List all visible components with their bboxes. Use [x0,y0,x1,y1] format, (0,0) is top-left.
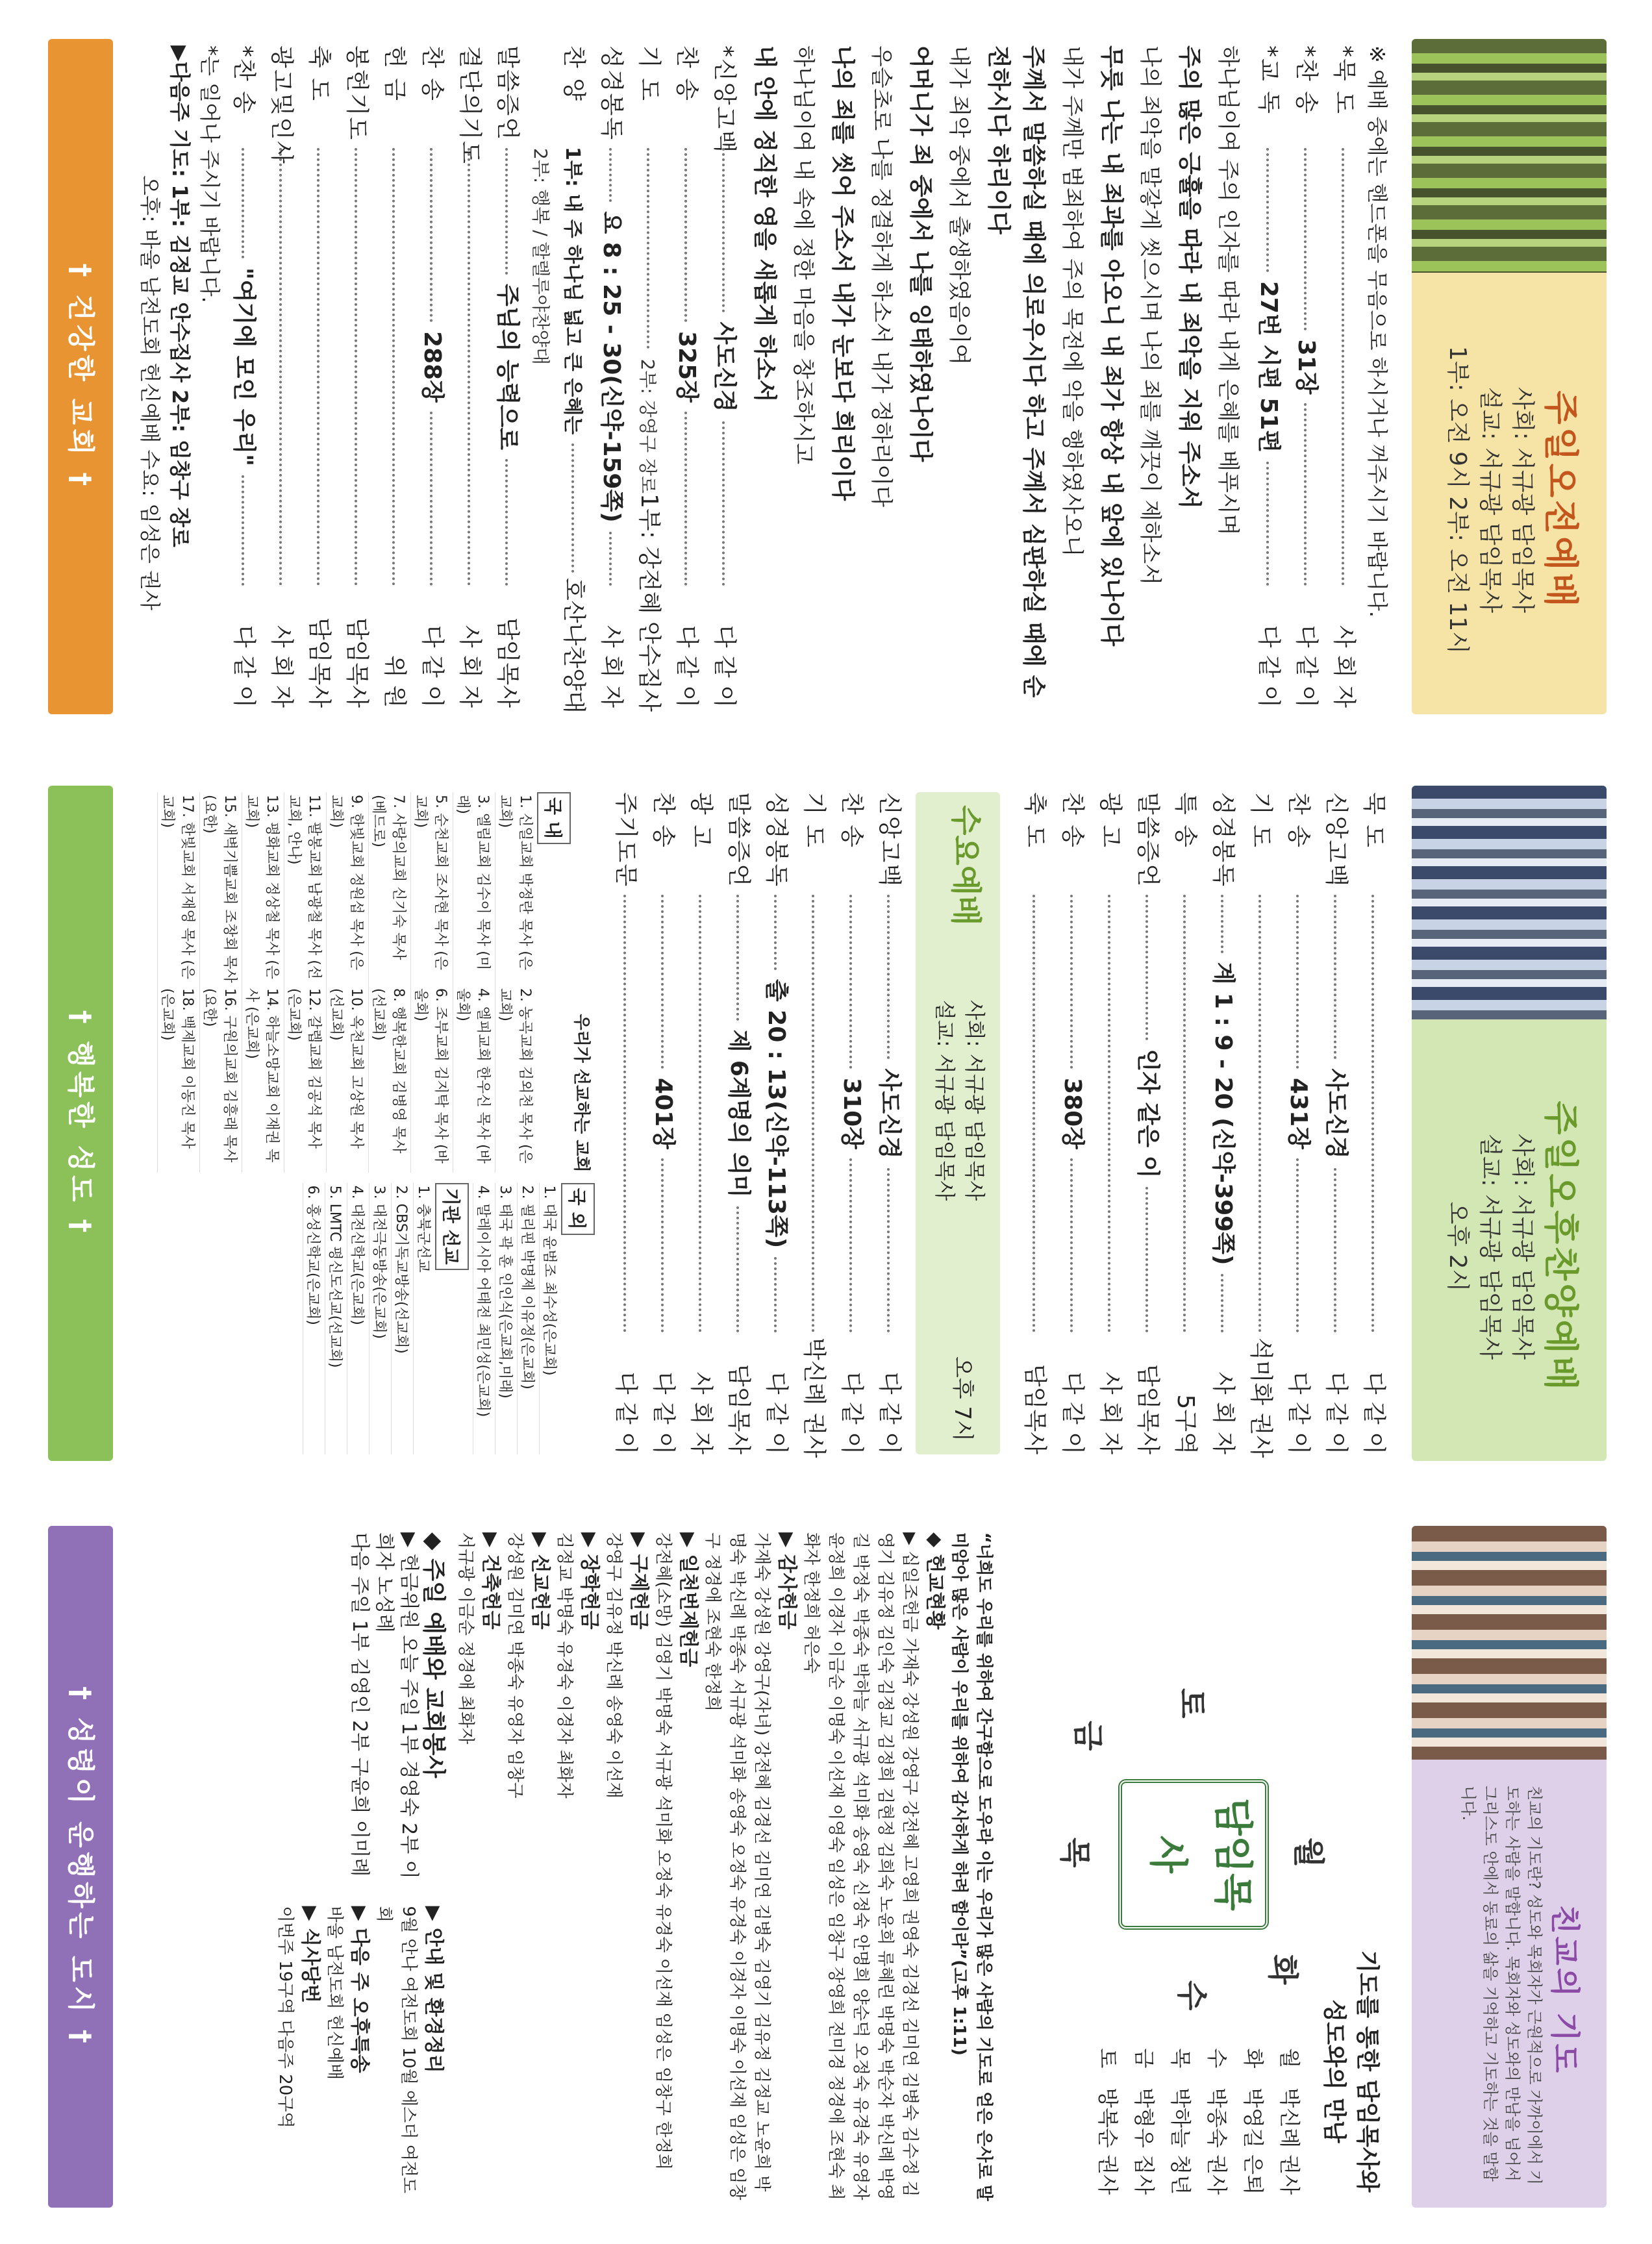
order-leader: 담임목사 [1021,1364,1048,1454]
time-line: 오후 2시 [1444,1201,1471,1292]
order-row [1325,45,1362,708]
order-row [795,792,832,1458]
mission-item: 4. 대전신학교(은교회) [347,1183,369,1454]
responsive-reading: 나의 죄악을 말갛게 씻으시며 나의 죄를 깨끗이 제하소서 [1137,45,1163,586]
order-label: 헌 금 [381,45,408,102]
order-row [1287,45,1325,708]
responsive-reading: 내가 죄악 중에서 출생하였음이여 [946,45,972,366]
prayer-banner [1412,1526,1607,2208]
mission-item: 1. 신일교회 박정란 목사 (은교회) [495,792,538,986]
mission-item: 3. 엘림교회 김수이 목사 (미래) [453,792,495,986]
mission-item: 4. 말레이시아 어태전 최민성(은교회) [473,1183,495,1454]
order-leader: 담임목사 [306,617,332,708]
panel-title: 친교의 기도 [1547,1904,1583,2076]
order-leader: 다 같 이 [876,1371,903,1455]
mission-item: 1. 대국 윤범조 최수성(은교회) [540,1183,562,1454]
sunday-afternoon-panel [48,786,1607,1461]
service-head: ◆ 주일 예배와 교회봉사 [420,1532,447,1778]
order-row [375,45,413,708]
order-leader: 다 같 이 [763,1371,790,1455]
mission-org-table [303,1183,435,1454]
order-row [1166,792,1204,1454]
order-content: 1부: 내 주 하나님 넓고 큰 은혜는 [561,147,584,435]
order-label: *교 독 [1255,45,1282,115]
mission-item: 16. 구원의교회 김흥래 목사 (요한) [200,986,242,1173]
order-leader: 5구역 [1172,1394,1199,1454]
panel-footer: † 건강한 교회 † [48,39,113,714]
meal-text: 이번주 19구역 다음주 20구역 [275,1906,295,2128]
order-leader: 위 원 [381,655,408,708]
panel-title: 주일오전예배 [1540,390,1581,610]
order-content: 27번 시편 51편 [1255,280,1282,453]
offering-names: ▶ 십일조헌금 가재숙 강성원 강영구 강전혜 고영희 권영숙 김경선 김미연 김병숙 김수정 김영기 김유정 김인숙 김정교 김정희 김현정 김희숙 노윤희 류혜린 박명숙 박순자 박신례 박영길 박정숙 박종숙 박하늘 서규광 석미화 송영숙 신정숙 안명희 양순덕 오정숙 유경숙 유영자 윤정희 이경자 이금순 이명숙 이선재 이영숙 임성은 임창구 장영희 전미경 정경애 조현숙 최화자 한정희 허은숙 [801,1532,920,2200]
prayer-name: 방복순 권사 [1095,2088,1120,2195]
prayer-list-row [1271,2048,1308,2195]
order-label: 광고및인사 [268,45,295,165]
order-row [870,792,908,1454]
order-row [225,45,262,708]
order-leader: 담임목사 [494,617,521,708]
responsive-reading: 우슬초로 나를 정결하게 하소서 내가 정하리이다 [868,45,894,507]
host-line: 사회: 서규광 담임목사 [1509,1134,1536,1360]
guide-text: 9월 안나 여전도회 10월 에스더 여전도회 [374,1906,418,2194]
order-content: 사도신경 [876,1068,903,1159]
order-content: 431장 [1285,1078,1312,1149]
order-leader: 다 같 이 [673,625,700,708]
order-content: 주님의 능력으로 [494,284,521,450]
order-label: *묵 도 [1331,45,1357,115]
offering-names: 강성원 김미연 박종숙 유영자 임창구 [505,1532,525,1799]
order-leader: 사 회 자 [1331,625,1357,708]
order-leader: 다 같 이 [650,1371,677,1454]
prayer-name: 박종숙 권사 [1205,2088,1229,2195]
mission-item: 4. 엘피교회 한우신 목사 (바울회) [453,986,495,1173]
mission-item: 10. 옥천교회 고상원 목사 (선교회) [327,986,369,1173]
order-leader: 다 같 이 [419,625,445,708]
prayer-day: 토 [1095,2048,1120,2069]
mission-item: 2. 필리핀 박명제 이유정(은교회) [518,1183,540,1454]
order-label: 말씀증언 [725,792,752,888]
order-label: 특 송 [1172,792,1199,849]
prayer-intro: 친교의 기도란? 성도와 목회자가 근원적으로 가까이에서 기도하는 사람을 말합니다. 목회자와 성도와의 만남을 넘어서 그리스도 안에서 동료의 삶을 기억하고 기도하는 것을 말합니다. [1459,1786,1544,2185]
order-row [757,792,795,1454]
wednesday-title: 수요예배 [947,805,984,926]
next-special-text: 바울 남전도회 헌신예배 [325,1906,344,2080]
next-special-head: ▶ 다음 주 오후특송 [348,1906,371,2073]
mission-item: 2. 농곡교회 김외천 목사 (은교회) [495,986,538,1173]
prayer-list-row [1126,2048,1162,2195]
order-label: 광 고 [1097,792,1123,849]
mission-item: 5. LMTC 평신도선교(선교회) [325,1183,347,1454]
order-label: 신앙고백 [876,792,903,888]
offering-names: 가재숙 강성원 강영구(자녀) 강전혜 김경선 김미연 김병숙 김영기 김유정 김정교 노윤희 박명숙 박신례 박종숙 서규광 석미화 송영숙 오정숙 유경숙 이경자 이명숙 이선재 임성은 임창구 정경애 조현숙 한정희 [703,1532,771,2200]
panel-footer: † 행복한 성도 † [48,786,113,1461]
order-row [592,45,630,708]
mission-item: 8. 행복한교회 김병영 목사 (선교회) [369,986,411,1173]
responsive-reading: 내 안에 정직한 영을 새롭게 하소서 [751,45,778,403]
order-row [1204,792,1242,1454]
order-leader: 다 같 이 [612,1371,639,1454]
prayer-list-row [1199,2048,1235,2195]
mission-overseas [157,1183,595,1454]
responsive-reading: 주께서 말씀하실 때에 의로우시다 하고 주께서 심판하실 때에 순전하시다 하리이다 [985,45,1047,698]
order-extra: 2부: 강영구 장로 [637,358,658,493]
order-leader: 다 같 이 [1059,1371,1086,1454]
responsive-reading: 무릇 나는 내 죄과를 아오니 내 죄가 항상 내 앞에 있나이다 [1098,45,1125,647]
order-label: 축 도 [306,45,332,102]
offering-head: ◆ 헌교현황 [923,1532,946,1630]
offering-head: ▶ 일천번제헌금 [677,1532,699,1667]
panel-title: 주일오후찬양예배 [1540,1101,1581,1393]
order-label: *찬 송 [231,45,257,115]
responsive-reading: 나의 죄를 씻어 주소서 내가 눈보다 희리이다 [829,45,856,501]
meal-head: ▶ 식사당번 [299,1906,321,2003]
order-label: 찬 양 [560,45,587,102]
offering-head: ▶ 건축헌금 [479,1532,502,1630]
sunday-morning-banner [1412,39,1607,714]
order-content: 310장 [838,1078,865,1149]
order-content: 출 20 : 13(신약-113쪽) [763,979,790,1249]
order-leader: 담임목사 [725,1364,752,1454]
responsive-reading: 하나님이여 주의 인자를 따라 내게 은혜를 베푸시며 [1215,45,1241,536]
preacher-line: 설교: 서규광 담임목사 [1477,1134,1503,1360]
day-label: 수 [1173,1980,1210,2011]
mission-domestic-head: 국 내 [537,792,571,844]
order-row [1279,792,1317,1454]
order-label: *신앙고백 [711,45,738,155]
time-line: 1부: 오전 9시 2부: 오전 11시 [1444,345,1471,654]
offering-names: 강영구 김유정 박신례 송영숙 이선재 [604,1532,623,1799]
order-row [555,45,592,714]
order-label: 신앙고백 [1323,792,1349,888]
day-label: 목 [1057,1838,1093,1868]
offering-committee-next: 다음 주일 1부 김영인 2부 구윤희 이미례 [348,1532,371,1877]
order-label: 광 고 [688,792,714,849]
order-label: 기 도 [1247,792,1274,849]
prayer-day: 금 [1132,2048,1157,2069]
prayer-day: 수 [1205,2048,1229,2069]
mission-item: 5. 순천교회 조사현 목사 (은교회) [411,792,453,986]
order-content: 31장 [1293,339,1320,395]
order-row [451,45,488,708]
order-content: 계 1 : 9 - 20 (신약-399쪽) [1210,962,1236,1265]
order-content: 380장 [1059,1078,1086,1149]
mission-overseas-table [473,1183,561,1454]
preacher-line: 설교: 서규광 담임목사 [1477,387,1503,613]
order-leader: 다 같 이 [711,625,738,708]
order-label: 찬 송 [838,792,865,849]
offering-head: ▶ 장학헌금 [578,1532,601,1630]
mission-title: 우리가 선교하는 교회 [571,1014,591,1173]
order-leader: 다 같 이 [1323,1371,1349,1455]
order-label: 성경봉독 [598,45,625,142]
order-label: 말씀증언 [494,45,521,142]
order-label: 찬 송 [1285,792,1312,849]
prayer-list-row [1090,2048,1126,2195]
order-content: 요 8 : 25 - 30(신약-159쪽) [598,211,625,523]
mission-item: 6. 홍성신학교(은교회) [303,1183,325,1454]
order-content: "여기에 모인 우리" [231,268,257,467]
order-leader: 다 같 이 [231,625,257,708]
mission-item: 2. CBS기독교방송(선교회) [392,1183,414,1454]
mission-item: 13. 평화교회 정상철 목사 (은교회) [242,792,284,986]
prayer-name: 박하늘 청년 [1168,2088,1193,2195]
service-right [273,1906,445,2201]
service-section [273,1532,445,2201]
offering-head: ▶ 선교헌금 [529,1532,551,1630]
order-row [1317,792,1355,1454]
order-row [526,45,555,708]
day-label: 금 [1070,1721,1106,1751]
order-label: 기 도 [801,792,827,849]
prayer-name: 박영길 은퇴 [1241,2088,1266,2195]
order-leader: 담임목사 [344,617,370,708]
order-label: 찬 송 [419,45,445,102]
sunday-morning-panel [48,39,1607,714]
mission-item: 18. 백제교회 이동진 목사 (은교회) [158,986,200,1173]
mission-item: 7. 사랑의교회 신기숙 목사 (베드로) [369,792,411,986]
order-label: 찬 송 [673,45,700,102]
prayer-list-row [1162,2048,1199,2195]
wednesday-time: 오후 7시 [949,1356,975,1441]
order-label: 축 도 [1021,792,1048,849]
order-row [630,45,668,712]
mission-domestic-table [157,792,537,1173]
mission-item: 12. 갈렙교회 김공석 목사 (은교회) [284,986,327,1173]
order-label: *찬 송 [1293,45,1320,115]
order-content: 288장 [419,331,445,403]
order-label: 성경봉독 [1210,792,1236,888]
order-row [1129,792,1166,1454]
offering-names: 김정교 박명숙 유경숙 이경자 최화자 [555,1532,574,1799]
order-label: 말씀증언 [1134,792,1161,888]
order-row [720,792,757,1454]
choir-photo [1412,39,1607,273]
order-label: 찬 송 [1059,792,1086,849]
offering-names: 서규광 이금순 정경애 최화자 [456,1532,475,1745]
order-row [705,45,743,708]
order-leader: 다 같 이 [1255,625,1282,708]
order-row [832,792,870,1454]
order-label: 봉헌기도 [344,45,370,142]
prayer-day: 화 [1241,2048,1266,2069]
scripture-verse: “너희도 우리를 위하여 간구함으로 도우라 이는 우리가 많은 사람의 기도로 얻은 은사로 말미암아 많은 사람이 우리를 위하여 감사하게 하려 함이라”(고후 1:11) [949,1532,994,2201]
mission-box [157,792,595,1454]
mission-item: 3. 태국 곽 훈 인인식(은교회,미래) [495,1183,518,1454]
prayer-cross-diagram [996,1532,1386,2201]
order-row [338,45,375,708]
order-leader: 담임목사 [1134,1364,1161,1455]
order-label: 찬 송 [650,792,677,849]
prayer-subtitle: 기도를 통한 담임목사와 성도와의 만남 [1321,1950,1381,2193]
order-row [1091,792,1129,1454]
order-content: 325장 [673,331,700,403]
offering-head: ▶ 구제헌금 [627,1532,650,1630]
order-row [1249,45,1287,708]
order-content: 제 6계명의 의미 [725,1029,752,1198]
day-label: 월 [1290,1838,1327,1868]
mission-item: 17. 한빛교회 서재영 목사 (은교회) [158,792,200,986]
order-row [488,45,526,708]
order-label: 성경봉독 [763,792,790,888]
order-leader: 사 회 자 [1210,1371,1236,1454]
mission-item: 1. 충북군선교 [414,1183,436,1454]
order-row [262,45,300,708]
order-leader: 다 같 이 [1360,1371,1387,1454]
order-label: 결단의기도 [457,45,483,165]
day-label: 토 [1173,1688,1210,1719]
order-leader: 사 회 자 [268,625,295,708]
prayer-name: 박신례 권사 [1277,2088,1302,2195]
order-label: 기 도 [636,45,662,102]
wednesday-host: 사회: 서규광 담임목사 [962,1000,987,1201]
order-leader: 사 회 자 [598,625,625,708]
mission-item: 14. 하늘소망교회 이재권 목사 (은교회) [242,986,284,1173]
offering-names: 강전혜(소망) 김영기 박명숙 서규광 석미화 오정숙 유경숙 이선재 임성은 임창구 한정희 [653,1532,673,2170]
order-extra: 2부: 행복 / 할렐루야찬양대 [530,148,551,365]
guide-head: ▶ 안내 및 환경정리 [422,1906,445,2073]
order-row [300,45,338,708]
phone-note: ※ 예배 중에는 핸드폰을 무음으로 하시거나 꺼주시기 바랍니다. [1365,45,1390,617]
order-row [682,792,720,1454]
mission-overseas-head: 국 외 [561,1183,595,1235]
responsive-reading: 주의 많은 긍휼을 따라 내 죄악을 지워 주소서 [1176,45,1203,509]
mission-item: 9. 한빛교회 정원섭 목사 (은교회) [327,792,369,986]
order-leader: 사 회 자 [457,625,483,708]
mission-item: 15. 새벽기쁨교회 조창회 목사 (요한) [200,792,242,986]
order-leader: 사 회 자 [688,1371,714,1454]
responsive-reading: 어머니가 죄 중에서 나를 잉태하였나이다 [907,45,934,462]
pastor-center: 담임목사 [1118,1779,1269,1930]
mission-item: 6. 조부교회 김지탁 목사 (바울회) [411,986,453,1173]
order-row [1242,792,1279,1458]
order-leader: 다 같 이 [838,1371,865,1454]
order-content: 인자 같은 이 [1134,1049,1161,1178]
order-row [668,45,705,708]
fellowship-photo [1412,1526,1607,1760]
mission-item: 11. 팔봉교회 남광철 목사 (선교회, 안나) [284,792,327,986]
order-label: 주기도문 [612,792,639,888]
prayer-panel [48,1526,1607,2208]
mission-item: 3. 대전극동방송(은교회) [369,1183,392,1454]
order-row [413,45,451,708]
prayer-list-row [1235,2048,1271,2195]
wednesday-preacher: 설교: 서규광 담임목사 [932,1000,957,1201]
day-label: 화 [1264,1954,1301,1985]
mission-org-head: 기관 선교 [435,1183,469,1270]
order-leader: 박신례 권사 [801,1338,827,1458]
order-row [1016,792,1053,1454]
prayer-day: 월 [1277,2048,1302,2069]
stand-note: *는 일어나 주시기 바랍니다. [197,45,222,303]
mission-domestic [157,792,595,1173]
responsive-reading: 하나님이여 내 속에 정한 마음을 창조하시고 [790,45,816,465]
order-leader: 석미화 권사 [1247,1338,1274,1458]
order-row [644,792,682,1454]
order-row [607,792,644,1454]
order-row [1355,792,1392,1454]
next-week-prayer: ▶다음주 기도: 1부: 김정교 안수집사 2부: 임창구 장로 [168,45,192,547]
order-label: 묵 도 [1360,792,1387,849]
order-leader: 다 같 이 [1285,1371,1312,1454]
order-leader: 다 같 이 [1293,625,1320,708]
next-week-prayer-2: 오후: 바울 남전도회 헌신예배 수요: 임성은 권사 [138,175,162,610]
order-leader: 사 회 자 [1097,1371,1123,1454]
wednesday-banner [916,792,1000,1454]
service-left [273,1532,445,1886]
order-content: 사도신경 [711,321,738,412]
order-content: 401장 [650,1078,677,1149]
panel-footer: † 성령이 운행하는 도시 † [48,1526,113,2208]
prayer-day: 목 [1168,2048,1193,2069]
worship-photo [1412,786,1607,1019]
offering-section [453,1532,996,2201]
order-leader: 호산나찬양대 [560,578,587,714]
prayer-name: 박형우 집사 [1132,2088,1157,2195]
offering-head: ▶ 감사헌금 [775,1532,798,1630]
prayer-list [1090,2048,1308,2195]
order-row [1053,792,1091,1454]
sunday-afternoon-banner [1412,786,1607,1461]
responsive-reading: 내가 주께만 범죄하여 주의 목전에 악을 행하였사오니 [1059,45,1085,557]
order-content: 사도신경 [1323,1068,1349,1159]
order-leader: 1부: 강전혜 안수집사 [636,493,662,712]
offering-committee: ▶ 헌금위원 오늘 주일 1부 경영숙 2부 이희자 노성례 [373,1532,420,1879]
host-line: 사회: 서규광 담임목사 [1509,387,1536,613]
